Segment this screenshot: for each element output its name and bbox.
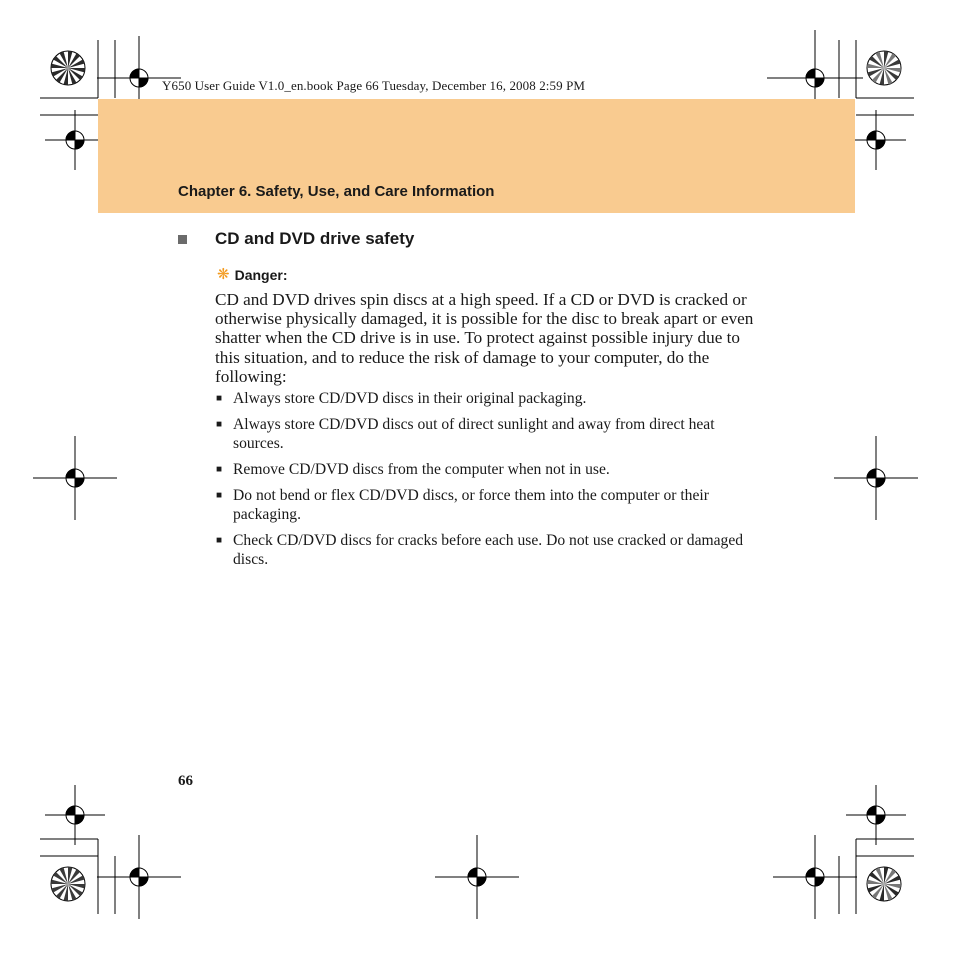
registration-mark-icon (45, 785, 105, 845)
registration-mark-icon (435, 835, 519, 919)
list-item-text: Always store CD/DVD discs out of direct sunlight and away from direct heat sources. (233, 416, 715, 452)
print-header: Y650 User Guide V1.0_en.book Page 66 Tuesday, December 16, 2008 2:59 PM (162, 78, 586, 93)
danger-label: Danger: (234, 267, 288, 283)
bullet-icon: ■ (216, 490, 223, 501)
bullet-icon: ■ (216, 464, 223, 475)
page-number: 66 (178, 773, 193, 789)
color-wheel-icon (867, 867, 901, 901)
registration-mark-icon (773, 835, 857, 919)
section-heading (178, 229, 778, 249)
registration-mark-icon (846, 110, 906, 170)
list-item (215, 415, 755, 453)
registration-mark-icon (97, 835, 181, 919)
list-item (215, 531, 755, 569)
list-item (215, 486, 755, 524)
list-item-text: Check CD/DVD discs for cracks before each use. Do not use cracked or damaged discs. (233, 532, 744, 568)
safety-list (215, 389, 755, 576)
bullet-icon: ■ (216, 419, 223, 430)
section-title: CD and DVD drive safety (215, 229, 415, 248)
color-wheel-icon (867, 51, 901, 85)
registration-mark-icon (33, 436, 117, 520)
registration-mark-icon (45, 110, 105, 170)
chapter-title: Chapter 6. Safety, Use, and Care Information (178, 183, 495, 200)
asterisk-icon: ❋ (217, 266, 230, 283)
list-item (215, 389, 755, 408)
list-item-text: Remove CD/DVD discs from the computer when not in use. (233, 461, 610, 478)
square-bullet-icon (178, 235, 187, 244)
danger-intro-paragraph: CD and DVD drives spin discs at a high speed. If a CD or DVD is cracked or otherwise physically damaged, it is possible for the disc to break apart or even shatter when the CD drive is in use. To protect against possible injury due to this situation, and to reduce the risk of damage to your computer, do the following: (215, 290, 754, 386)
registration-mark-icon (834, 436, 918, 520)
bullet-icon: ■ (216, 393, 223, 404)
color-wheel-icon (51, 867, 85, 901)
registration-mark-icon (846, 785, 906, 845)
danger-notice (217, 267, 287, 283)
list-item (215, 460, 755, 479)
color-wheel-icon (51, 51, 85, 85)
list-item-text: Always store CD/DVD discs in their original packaging. (233, 390, 587, 407)
list-item-text: Do not bend or flex CD/DVD discs, or force them into the computer or their packaging. (233, 487, 709, 523)
section-cd-dvd-safety (178, 229, 778, 249)
bullet-icon: ■ (216, 535, 223, 546)
